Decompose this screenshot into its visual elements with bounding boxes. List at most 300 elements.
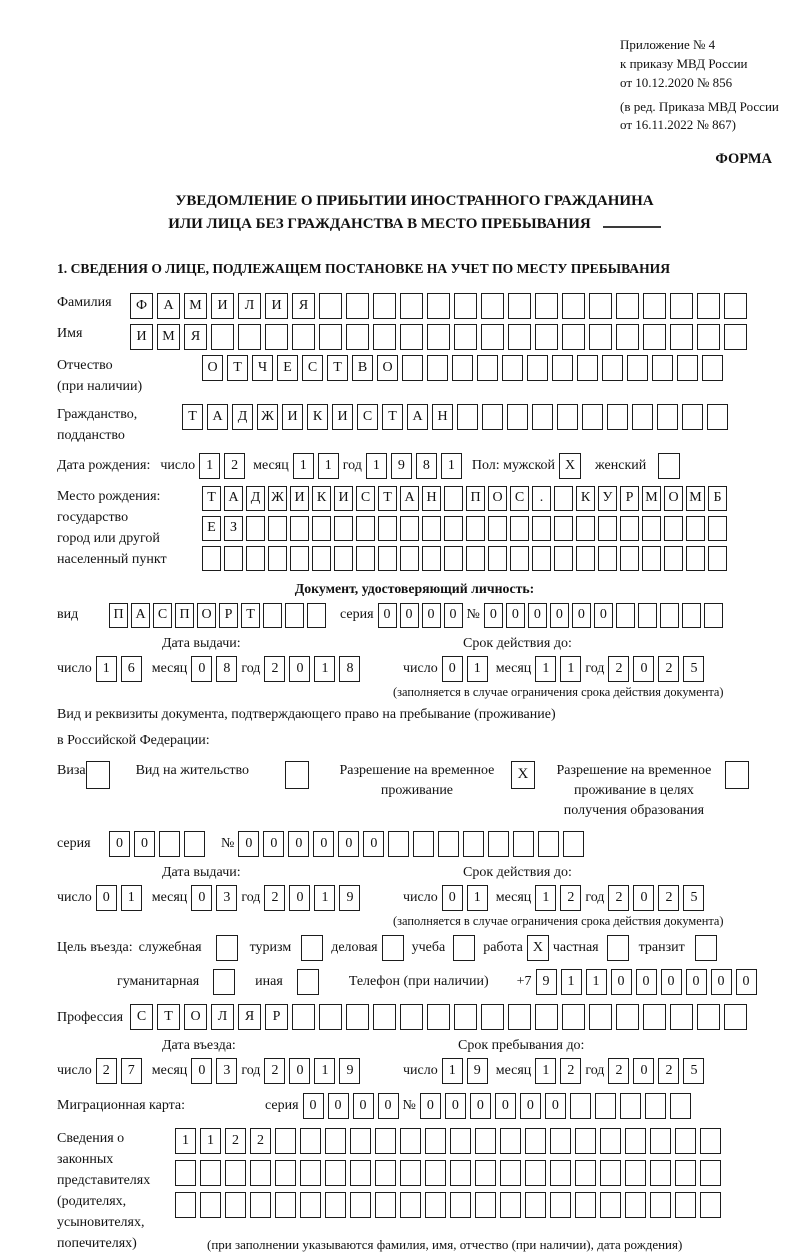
visa-checkbox — [86, 761, 110, 789]
char-box — [382, 935, 404, 961]
char-box: 5 — [683, 1058, 704, 1084]
char-box: 1 — [318, 453, 339, 479]
annex-revision-line: от 16.11.2022 № 867) — [620, 117, 737, 133]
char-box: 5 — [683, 656, 704, 682]
purpose-official-label: служебная — [138, 940, 202, 956]
stay-year-label: год — [585, 1063, 605, 1079]
doc-valid-day-cells — [442, 656, 488, 682]
purpose-work-checkbox — [527, 935, 549, 961]
birth-day-label: число — [160, 457, 196, 473]
char-box: Д — [232, 404, 253, 430]
phone-prefix: +7 — [516, 974, 532, 990]
char-box: 1 — [314, 656, 335, 682]
char-box: 0 — [191, 885, 212, 911]
char-box — [400, 324, 423, 350]
char-box — [425, 1160, 446, 1186]
char-box — [675, 1128, 696, 1154]
char-box: Т — [382, 404, 403, 430]
char-box — [175, 1160, 196, 1186]
char-box — [477, 355, 498, 381]
char-box: 1 — [314, 885, 335, 911]
char-box — [708, 516, 727, 541]
birth-date-label: Дата рождения: — [57, 457, 151, 473]
char-box — [334, 546, 353, 571]
char-box — [275, 1192, 296, 1218]
phone-label: Телефон (при наличии) — [348, 974, 489, 990]
surname-cells — [130, 293, 747, 319]
char-box: 1 — [293, 453, 314, 479]
char-box — [527, 355, 548, 381]
birth-place-cells-row1 — [202, 486, 727, 511]
char-box: А — [157, 293, 180, 319]
char-box: 0 — [313, 831, 334, 857]
char-box — [708, 546, 727, 571]
char-box: И — [130, 324, 153, 350]
representatives-cells-row2 — [175, 1160, 721, 1186]
char-box: И — [334, 486, 353, 511]
char-box: 0 — [238, 831, 259, 857]
char-box: И — [290, 486, 309, 511]
char-box — [563, 831, 584, 857]
char-box: 9 — [339, 885, 360, 911]
char-box — [285, 761, 309, 789]
char-box — [475, 1128, 496, 1154]
char-box: 0 — [400, 603, 419, 628]
char-box — [598, 546, 617, 571]
char-box — [250, 1160, 271, 1186]
char-box: У — [598, 486, 617, 511]
char-box — [400, 1004, 423, 1030]
char-box: 9 — [467, 1058, 488, 1084]
char-box — [213, 969, 235, 995]
doc-issue-month-cells — [191, 656, 237, 682]
char-box: 0 — [378, 1093, 399, 1119]
char-box: 0 — [520, 1093, 541, 1119]
char-box: 1 — [535, 1058, 556, 1084]
char-box — [552, 355, 573, 381]
residence-valid-year-label: год — [585, 890, 605, 906]
residence-permit-checkbox — [285, 761, 309, 789]
char-box — [356, 516, 375, 541]
char-box — [525, 1192, 546, 1218]
doc-kind-cells — [109, 603, 326, 628]
section1-title: 1. СВЕДЕНИЯ О ЛИЦЕ, ПОДЛЕЖАЩЕМ ПОСТАНОВКЕ НА УЧЕТ ПО МЕСТУ ПРЕБЫВАНИЯ — [57, 260, 671, 276]
char-box: 0 — [328, 1093, 349, 1119]
char-box — [312, 546, 331, 571]
char-box — [677, 355, 698, 381]
char-box: 1 — [175, 1128, 196, 1154]
entry-purpose-label: Цель въезда: — [57, 940, 133, 956]
char-box: Б — [708, 486, 727, 511]
sex-female-checkbox — [658, 453, 680, 479]
char-box — [325, 1192, 346, 1218]
char-box: Я — [238, 1004, 261, 1030]
residence-number-cells — [238, 831, 584, 857]
char-box — [482, 404, 503, 430]
char-box — [657, 404, 678, 430]
char-box: . — [532, 486, 551, 511]
char-box — [576, 546, 595, 571]
char-box — [697, 324, 720, 350]
residence-valid-month-label: месяц — [495, 890, 532, 906]
char-box: 1 — [96, 656, 117, 682]
char-box: 2 — [560, 885, 581, 911]
char-box — [250, 1192, 271, 1218]
char-box: П — [175, 603, 194, 628]
char-box: 0 — [445, 1093, 466, 1119]
char-box — [642, 516, 661, 541]
temp-residence-edu-checkbox — [725, 761, 749, 789]
char-box — [700, 1192, 721, 1218]
char-box — [373, 293, 396, 319]
residence-issue-day-cells — [96, 885, 142, 911]
char-box: Н — [432, 404, 453, 430]
char-box: С — [356, 486, 375, 511]
char-box: П — [109, 603, 128, 628]
char-box: 0 — [444, 603, 463, 628]
char-box — [507, 404, 528, 430]
char-box: 0 — [134, 831, 155, 857]
char-box — [290, 516, 309, 541]
char-box — [466, 546, 485, 571]
char-box — [297, 969, 319, 995]
char-box: 0 — [353, 1093, 374, 1119]
char-box: 0 — [363, 831, 384, 857]
char-box — [224, 546, 243, 571]
char-box — [350, 1128, 371, 1154]
char-box — [200, 1160, 221, 1186]
char-box: З — [224, 516, 243, 541]
birth-day-cells — [199, 453, 245, 479]
char-box — [346, 324, 369, 350]
char-box: К — [312, 486, 331, 511]
representatives-block — [57, 1128, 772, 1254]
char-box — [607, 935, 629, 961]
char-box: 2 — [96, 1058, 117, 1084]
char-box — [675, 1160, 696, 1186]
char-box — [660, 603, 679, 628]
char-box — [625, 1128, 646, 1154]
residence-series-label: серия — [57, 836, 91, 852]
purpose-business-label: деловая — [331, 940, 378, 956]
char-box: 0 — [711, 969, 732, 995]
temp-residence-checkbox — [511, 761, 535, 789]
profession-cells — [130, 1004, 747, 1030]
char-box — [450, 1192, 471, 1218]
char-box — [562, 1004, 585, 1030]
residence-valid-day-cells — [442, 885, 488, 911]
char-box — [292, 1004, 315, 1030]
char-box: 0 — [96, 885, 117, 911]
doc-series-label: серия — [340, 607, 374, 623]
char-box: 2 — [658, 885, 679, 911]
birth-month-cells — [293, 453, 339, 479]
char-box — [175, 1192, 196, 1218]
char-box — [577, 355, 598, 381]
profession-label: Профессия — [57, 1010, 124, 1026]
char-box: 0 — [378, 603, 397, 628]
char-box — [427, 324, 450, 350]
char-box: 0 — [686, 969, 707, 995]
char-box: Т — [202, 486, 221, 511]
char-box: 3 — [216, 1058, 237, 1084]
char-box — [488, 831, 509, 857]
char-box — [268, 516, 287, 541]
char-box: 2 — [264, 1058, 285, 1084]
char-box — [508, 1004, 531, 1030]
char-box — [453, 935, 475, 961]
char-box — [444, 546, 463, 571]
char-box — [535, 1004, 558, 1030]
char-box: 0 — [191, 1058, 212, 1084]
char-box: 0 — [550, 603, 569, 628]
char-box: 2 — [224, 453, 245, 479]
char-box: 1 — [535, 885, 556, 911]
char-box: 0 — [263, 831, 284, 857]
visa-label: Виза — [57, 762, 86, 778]
char-box — [700, 1160, 721, 1186]
char-box — [200, 1192, 221, 1218]
char-box: 9 — [339, 1058, 360, 1084]
char-box — [378, 516, 397, 541]
migration-series-label: серия — [265, 1098, 299, 1114]
char-box — [664, 516, 683, 541]
sex-male-label: Пол: мужской — [471, 457, 556, 473]
char-box: X — [559, 453, 581, 479]
char-box: 0 — [633, 1058, 654, 1084]
char-box — [402, 355, 423, 381]
char-box — [616, 293, 639, 319]
patronymic-cells — [202, 355, 723, 381]
birth-place-label: Место рождения: государство город или другой населенный пункт — [57, 488, 167, 567]
char-box — [500, 1192, 521, 1218]
char-box — [400, 516, 419, 541]
citizenship-row — [57, 404, 772, 448]
char-box: 1 — [121, 885, 142, 911]
char-box — [643, 324, 666, 350]
entry-day-cells — [96, 1058, 142, 1084]
char-box: 0 — [661, 969, 682, 995]
char-box — [466, 516, 485, 541]
char-box — [202, 546, 221, 571]
residence-issue-year-label: год — [241, 890, 261, 906]
purpose-tourism-checkbox — [301, 935, 323, 961]
name-cells — [130, 324, 747, 350]
char-box: Т — [241, 603, 260, 628]
char-box — [457, 404, 478, 430]
char-box: 2 — [264, 656, 285, 682]
char-box: 6 — [121, 656, 142, 682]
char-box: С — [153, 603, 172, 628]
char-box — [724, 324, 747, 350]
char-box: Т — [378, 486, 397, 511]
phone-cells — [536, 969, 757, 995]
char-box — [670, 1004, 693, 1030]
char-box — [450, 1160, 471, 1186]
identity-doc-row — [57, 603, 772, 628]
form-title-line1: УВЕДОМЛЕНИЕ О ПРИБЫТИИ ИНОСТРАННОГО ГРАЖДАНИНА — [175, 193, 654, 210]
char-box — [652, 355, 673, 381]
char-box: Р — [265, 1004, 288, 1030]
identity-doc-dates — [57, 636, 772, 700]
residence-valid-day-label: число — [403, 890, 438, 906]
char-box: 8 — [416, 453, 437, 479]
char-box — [292, 324, 315, 350]
char-box — [454, 1004, 477, 1030]
char-box — [600, 1128, 621, 1154]
form-word: ФОРМА — [715, 151, 772, 168]
char-box: А — [407, 404, 428, 430]
char-box: Ф — [130, 293, 153, 319]
char-box — [444, 516, 463, 541]
representatives-label: Сведения о законных представителях (родителях, усыновителях, попечителях) — [57, 1131, 151, 1252]
char-box — [350, 1192, 371, 1218]
birth-year-cells — [366, 453, 462, 479]
char-box — [290, 546, 309, 571]
char-box — [625, 1192, 646, 1218]
char-box: Л — [238, 293, 261, 319]
purpose-humanitarian-label: гуманитарная — [117, 974, 200, 990]
char-box: 1 — [561, 969, 582, 995]
char-box: О — [377, 355, 398, 381]
profession-row — [57, 1004, 772, 1030]
entry-month-label: месяц — [151, 1063, 188, 1079]
residence-series-row — [57, 831, 772, 857]
char-box: 2 — [250, 1128, 271, 1154]
char-box — [312, 516, 331, 541]
char-box — [427, 293, 450, 319]
char-box — [488, 516, 507, 541]
char-box: А — [224, 486, 243, 511]
char-box: 1 — [314, 1058, 335, 1084]
entry-day-label: число — [57, 1063, 92, 1079]
char-box — [246, 546, 265, 571]
char-box: 0 — [470, 1093, 491, 1119]
char-box: 0 — [506, 603, 525, 628]
char-box — [325, 1128, 346, 1154]
doc-issue-month-label: месяц — [151, 660, 188, 676]
char-box — [532, 546, 551, 571]
annex-revision-line: (в ред. Приказа МВД России — [620, 98, 779, 114]
entry-purpose-row1 — [57, 935, 772, 961]
residence-issue-month-label: месяц — [151, 890, 188, 906]
residence-doc-line2: в Российской Федерации: — [57, 733, 210, 749]
char-box: М — [157, 324, 180, 350]
doc-valid-month-label: месяц — [495, 660, 532, 676]
char-box — [238, 324, 261, 350]
char-box — [697, 1004, 720, 1030]
char-box — [454, 293, 477, 319]
char-box: С — [510, 486, 529, 511]
char-box — [319, 324, 342, 350]
purpose-private-label: частная — [552, 940, 599, 956]
char-box — [550, 1160, 571, 1186]
char-box: И — [265, 293, 288, 319]
stay-month-label: месяц — [495, 1063, 532, 1079]
birth-place-block — [57, 486, 772, 571]
char-box — [562, 293, 585, 319]
temp-residence-label: Разрешение на временное проживание — [339, 762, 495, 798]
residence-issue-day-label: число — [57, 890, 92, 906]
char-box — [300, 1192, 321, 1218]
char-box — [625, 1160, 646, 1186]
char-box: 2 — [264, 885, 285, 911]
char-box — [525, 1128, 546, 1154]
char-box — [682, 603, 701, 628]
char-box — [400, 1160, 421, 1186]
char-box — [535, 293, 558, 319]
char-box — [346, 293, 369, 319]
char-box — [600, 1192, 621, 1218]
char-box — [675, 1192, 696, 1218]
char-box: 0 — [420, 1093, 441, 1119]
char-box: О — [197, 603, 216, 628]
char-box — [268, 546, 287, 571]
char-box — [400, 546, 419, 571]
sex-male-checkbox — [559, 453, 581, 479]
name-label: Имя — [57, 325, 83, 341]
char-box: 0 — [442, 656, 463, 682]
char-box — [562, 324, 585, 350]
char-box — [301, 935, 323, 961]
char-box — [554, 516, 573, 541]
char-box — [724, 1004, 747, 1030]
form-title — [57, 190, 772, 237]
char-box — [86, 761, 110, 789]
form-title-line2: ИЛИ ЛИЦА БЕЗ ГРАЖДАНСТВА В МЕСТО ПРЕБЫВАНИЯ — [57, 213, 772, 236]
char-box — [725, 761, 749, 789]
char-box: М — [686, 486, 705, 511]
char-box — [650, 1160, 671, 1186]
char-box — [602, 355, 623, 381]
char-box — [670, 1093, 691, 1119]
entry-year-label: год — [241, 1063, 261, 1079]
char-box: И — [332, 404, 353, 430]
char-box — [616, 324, 639, 350]
char-box: 2 — [608, 656, 629, 682]
char-box — [285, 603, 304, 628]
char-box: 8 — [216, 656, 237, 682]
char-box: 7 — [121, 1058, 142, 1084]
char-box — [702, 355, 723, 381]
char-box — [307, 603, 326, 628]
char-box: X — [511, 761, 535, 789]
residence-permit-label: Вид на жительство — [135, 762, 249, 778]
char-box: 0 — [338, 831, 359, 857]
doc-issue-title: Дата выдачи: — [162, 635, 241, 651]
sex-female-label: женский — [595, 457, 647, 473]
char-box — [707, 404, 728, 430]
char-box: 1 — [560, 656, 581, 682]
char-box — [510, 546, 529, 571]
entry-month-cells — [191, 1058, 237, 1084]
char-box: К — [576, 486, 595, 511]
purpose-humanitarian-checkbox — [213, 969, 235, 995]
surname-row — [57, 293, 772, 319]
char-box — [642, 546, 661, 571]
char-box: Т — [182, 404, 203, 430]
residence-valid-title: Срок действия до: — [463, 865, 572, 881]
char-box: Т — [157, 1004, 180, 1030]
char-box — [452, 355, 473, 381]
char-box — [334, 516, 353, 541]
char-box: 2 — [658, 656, 679, 682]
char-box — [263, 603, 282, 628]
char-box — [400, 293, 423, 319]
residence-valid-year-cells — [608, 885, 704, 911]
char-box: 0 — [528, 603, 547, 628]
char-box: 0 — [288, 831, 309, 857]
